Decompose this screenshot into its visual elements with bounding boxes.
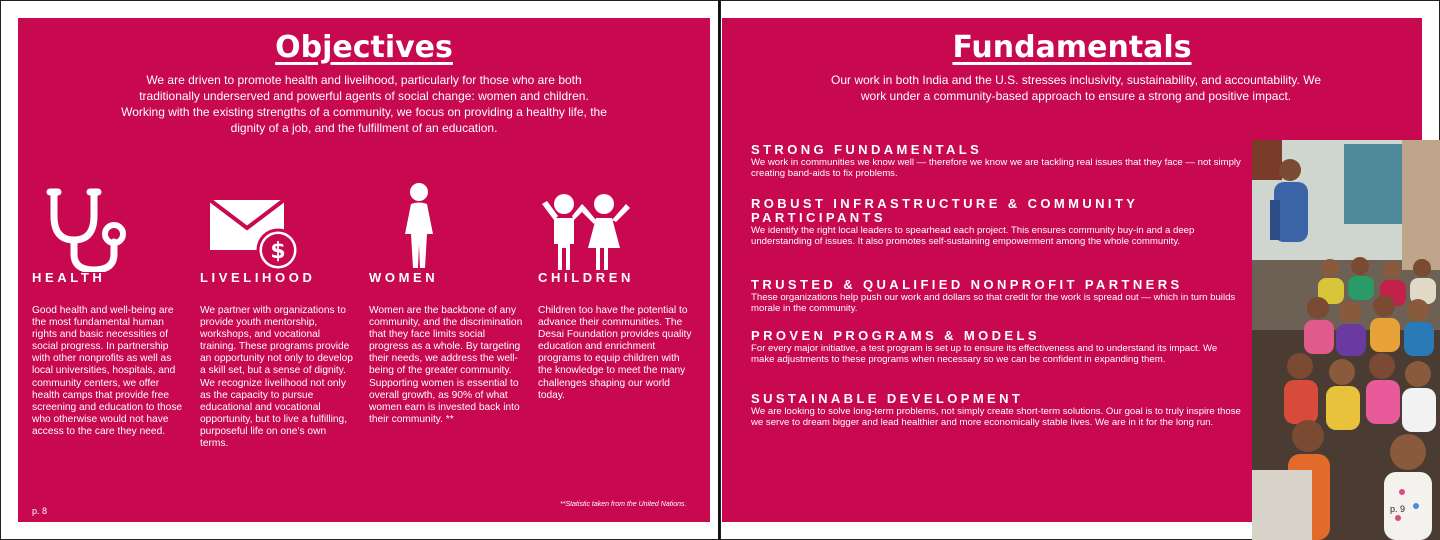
- objectives-page: [18, 18, 710, 522]
- page-number: p. 9: [1390, 504, 1406, 514]
- fundamental-item: [751, 143, 1241, 179]
- column-heading: LIVELIHOOD: [200, 270, 316, 285]
- item-heading: ROBUST INFRASTRUCTURE & COMMUNITY PARTICIPANTS: [751, 196, 1139, 225]
- woman-icon: [369, 182, 469, 272]
- objectives-intro: We are driven to promote health and livelihood, particularly for those who are both traditionally underserved and powerful agents of social change: women and children. Working with the existing strengths of a community, we focus on providing a healthy life, the dignity of a job, and the fulfillment of an education.: [121, 73, 607, 135]
- column-body: We partner with organizations to provide youth mentorship, workshops, and vocational training. These programs provide an opportunity not only to develop a skill set, but a sense of dignity. We recognize livelihood not only as the capacity to pursue educational and vocational opportunity, but to live a fulfilling, purposeful life on one’s own terms.: [200, 305, 353, 450]
- stethoscope-icon: [32, 182, 132, 272]
- page-title: Objectives: [275, 30, 453, 65]
- column-heading: WOMEN: [369, 270, 439, 285]
- item-heading: PROVEN PROGRAMS & MODELS: [751, 328, 1040, 343]
- fundamental-item: [751, 392, 1241, 428]
- page-number: p. 8: [32, 506, 48, 516]
- spine-divider: [718, 0, 720, 540]
- item-heading: TRUSTED & QUALIFIED NONPROFIT PARTNERS: [751, 277, 1183, 292]
- item-body: We identify the right local leaders to spearhead each project. This ensures community buy-in and a deep understanding of issues. It also promotes self-sustaining empowerment among the whole community.: [751, 225, 1195, 247]
- item-body: These organizations help push our work and dollars so that credit for the work is spread out — which in turn builds morale in the community.: [751, 292, 1236, 314]
- fundamental-item: [751, 197, 1241, 247]
- item-body: We are looking to solve long-term problems, not simply create short-term solutions. Our goal is to truly inspire those we serve to dream bigger and lead healthier and more economically stable lives. We are in it for the long run.: [751, 406, 1241, 428]
- item-body: We work in communities we know well — therefore we know we are tackling real issues that they face — not simply creating band-aids to fix problems.: [751, 157, 1241, 179]
- item-heading: SUSTAINABLE DEVELOPMENT: [751, 391, 1024, 406]
- fundamental-item: [751, 329, 1241, 365]
- community-photo: [1252, 140, 1440, 540]
- column-body: Good health and well-being are the most fundamental human rights and basic necessities of social progress. In partnership with other nonprofits as well as local universities, hospitals, and community centers, we offer health camps that provide free screening and education to those who otherwise would not have access to the care they need.: [32, 305, 183, 437]
- footnote: **Statistic taken from the United Nations.: [560, 501, 687, 508]
- column-body: Women are the backbone of any community, and the discrimination that they face limits social progress as a whole. By targeting their needs, we address the well-being of the greater community. Supporting women is essential to overall growth, as 90% of what women earn is invested back into their community. **: [369, 305, 523, 425]
- column-body: Children too have the potential to advance their communities. The Desai Foundation provides quality education and enrichment programs to equip children with the knowledge to meet the many challenges shaping our world today.: [538, 305, 692, 401]
- page-title: Fundamentals: [952, 30, 1192, 65]
- envelope-dollar-icon: [200, 182, 300, 272]
- fundamentals-intro: Our work in both India and the U.S. stresses inclusivity, sustainability, and accountability. We work under a community-based approach to ensure a strong and positive impact.: [830, 73, 1321, 103]
- svg-text:$: $: [270, 239, 286, 264]
- item-body: For every major initiative, a test program is set up to ensure its effectiveness and to understand its impact. We make adjustments to these programs when necessary so we can be confident in expanding them.: [751, 343, 1218, 365]
- item-heading: STRONG FUNDAMENTALS: [751, 142, 983, 157]
- column-heading: HEALTH: [32, 270, 106, 285]
- fundamental-item: [751, 278, 1241, 314]
- children-icon: [538, 182, 638, 272]
- column-heading: CHILDREN: [538, 270, 634, 285]
